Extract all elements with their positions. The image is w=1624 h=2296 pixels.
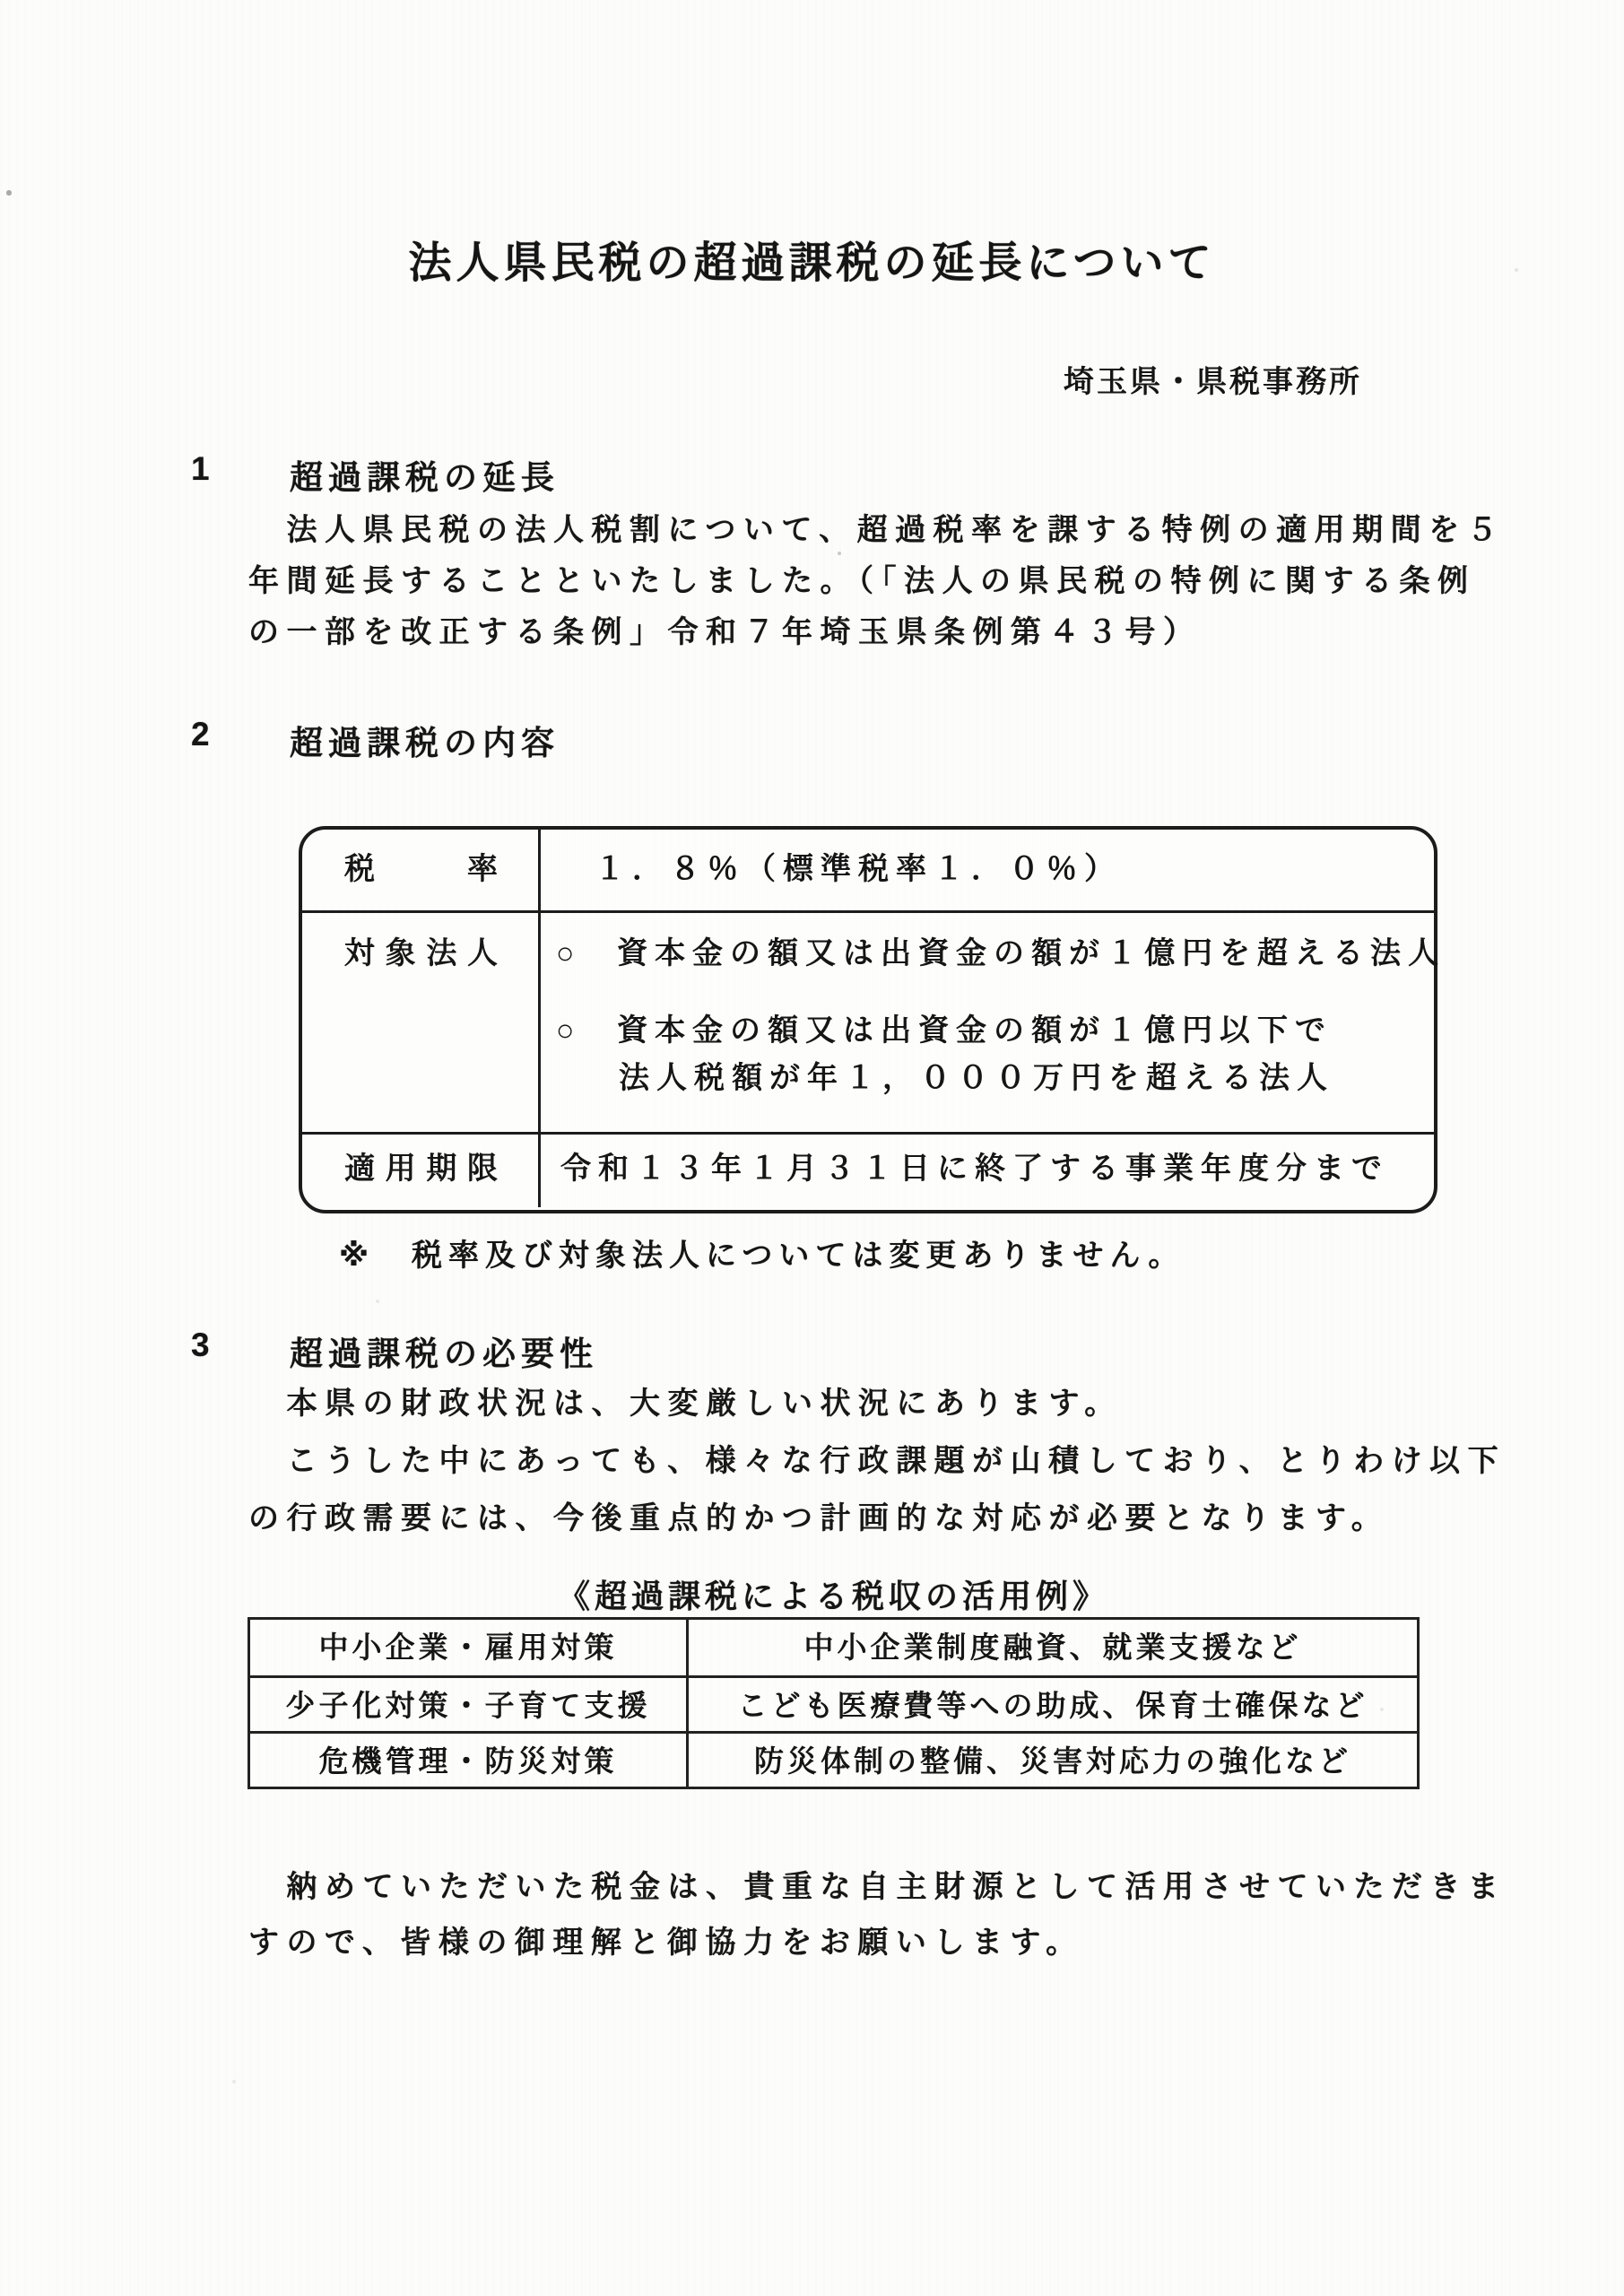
target-corporations-label: 対象法人 (302, 913, 541, 1132)
category-cell: 危機管理・防災対策 (250, 1734, 689, 1787)
paragraph-line: の一部を改正する条例」令和７年埼玉県条例第４３号） (248, 615, 1202, 649)
table-footnote: ※ 税率及び対象法人については変更ありません。 (339, 1239, 1185, 1273)
section1-paragraph (248, 505, 1505, 658)
tax-detail-table (299, 826, 1446, 1213)
paragraph-line: 本県の財政状況は、大変厳しい状況にあります。 (248, 1387, 1123, 1421)
section3-number: 3 (191, 1326, 210, 1363)
paragraph-line: すので、皆様の御理解と御協力をお願いします。 (248, 1926, 1084, 1960)
table-row (250, 1675, 1417, 1731)
examples-table-title: 《超過課税による税収の活用例》 (557, 1578, 1109, 1614)
paragraph-line: こうした中にあっても、様々な行政課題が山積しており、とりわけ以下 (248, 1444, 1507, 1478)
tax-rate-value: １．８％（標準税率１．０％） (595, 852, 1122, 886)
table-row-target-corporations (302, 913, 1446, 1135)
paragraph-line: の行政需要には、今後重点的かつ計画的な対応が必要となります。 (248, 1501, 1390, 1535)
target-item-2-text-line1: 資本金の額又は出資金の額が１億円以下で (617, 1013, 1333, 1048)
circle-bullet-icon: ○ (556, 936, 575, 970)
category-cell: 中小企業・雇用対策 (250, 1620, 689, 1675)
target-item-1 (541, 937, 1446, 970)
target-item-2 (541, 1014, 1446, 1047)
table-row (250, 1620, 1417, 1675)
section1-number: 1 (191, 450, 210, 487)
section1-heading-text: 超過課税の延長 (290, 459, 560, 496)
section3-heading-text: 超過課税の必要性 (290, 1335, 598, 1372)
section2-number: 2 (191, 716, 210, 752)
section2-heading-text: 超過課税の内容 (290, 725, 560, 761)
usage-cell: 中小企業制度融資、就業支援など (803, 1631, 1302, 1664)
table-row-application-period (302, 1135, 1434, 1207)
table-row-tax-rate (302, 830, 1434, 913)
tax-rate-label: 税率 (302, 830, 541, 910)
paragraph-line: 納めていただいた税金は、貴重な自主財源として活用させていただきま (248, 1870, 1507, 1904)
scan-noise (0, 0, 2, 2)
circle-bullet-icon: ○ (556, 1013, 575, 1048)
application-period-value: 令和１３年１月３１日に終了する事業年度分まで (560, 1152, 1389, 1186)
category-cell: 少子化対策・子育て支援 (250, 1678, 689, 1731)
usage-cell: 防災体制の整備、災害対応力の強化など (754, 1744, 1351, 1778)
target-item-2-text-line2: 法人税額が年１，０００万円を超える法人 (619, 1061, 1334, 1095)
section3-heading (191, 1326, 598, 1375)
page-title: 法人県民税の超過課税の延長について (408, 239, 1216, 287)
table-row (250, 1731, 1417, 1787)
tax-usage-examples-table (248, 1617, 1420, 1789)
usage-cell: こども医療費等への助成、保育士確保など (737, 1689, 1368, 1722)
target-item-1-text: 資本金の額又は出資金の額が１億円を超える法人 (617, 936, 1446, 970)
section1-heading (191, 450, 560, 499)
section2-heading (191, 716, 560, 764)
closing-paragraph (248, 1859, 1507, 1970)
section3-paragraph (248, 1375, 1506, 1547)
issuer-line: 埼玉県・県税事務所 (1064, 365, 1362, 399)
paragraph-line: 法人県民税の法人税割について、超過税率を課する特例の適用期間を５ (248, 513, 1506, 547)
target-corporations-value (541, 913, 1446, 1132)
paragraph-line: 年間延長することといたしました。（「法人の県民税の特例に関する条例 (248, 564, 1476, 598)
application-period-label: 適用期限 (302, 1135, 541, 1207)
